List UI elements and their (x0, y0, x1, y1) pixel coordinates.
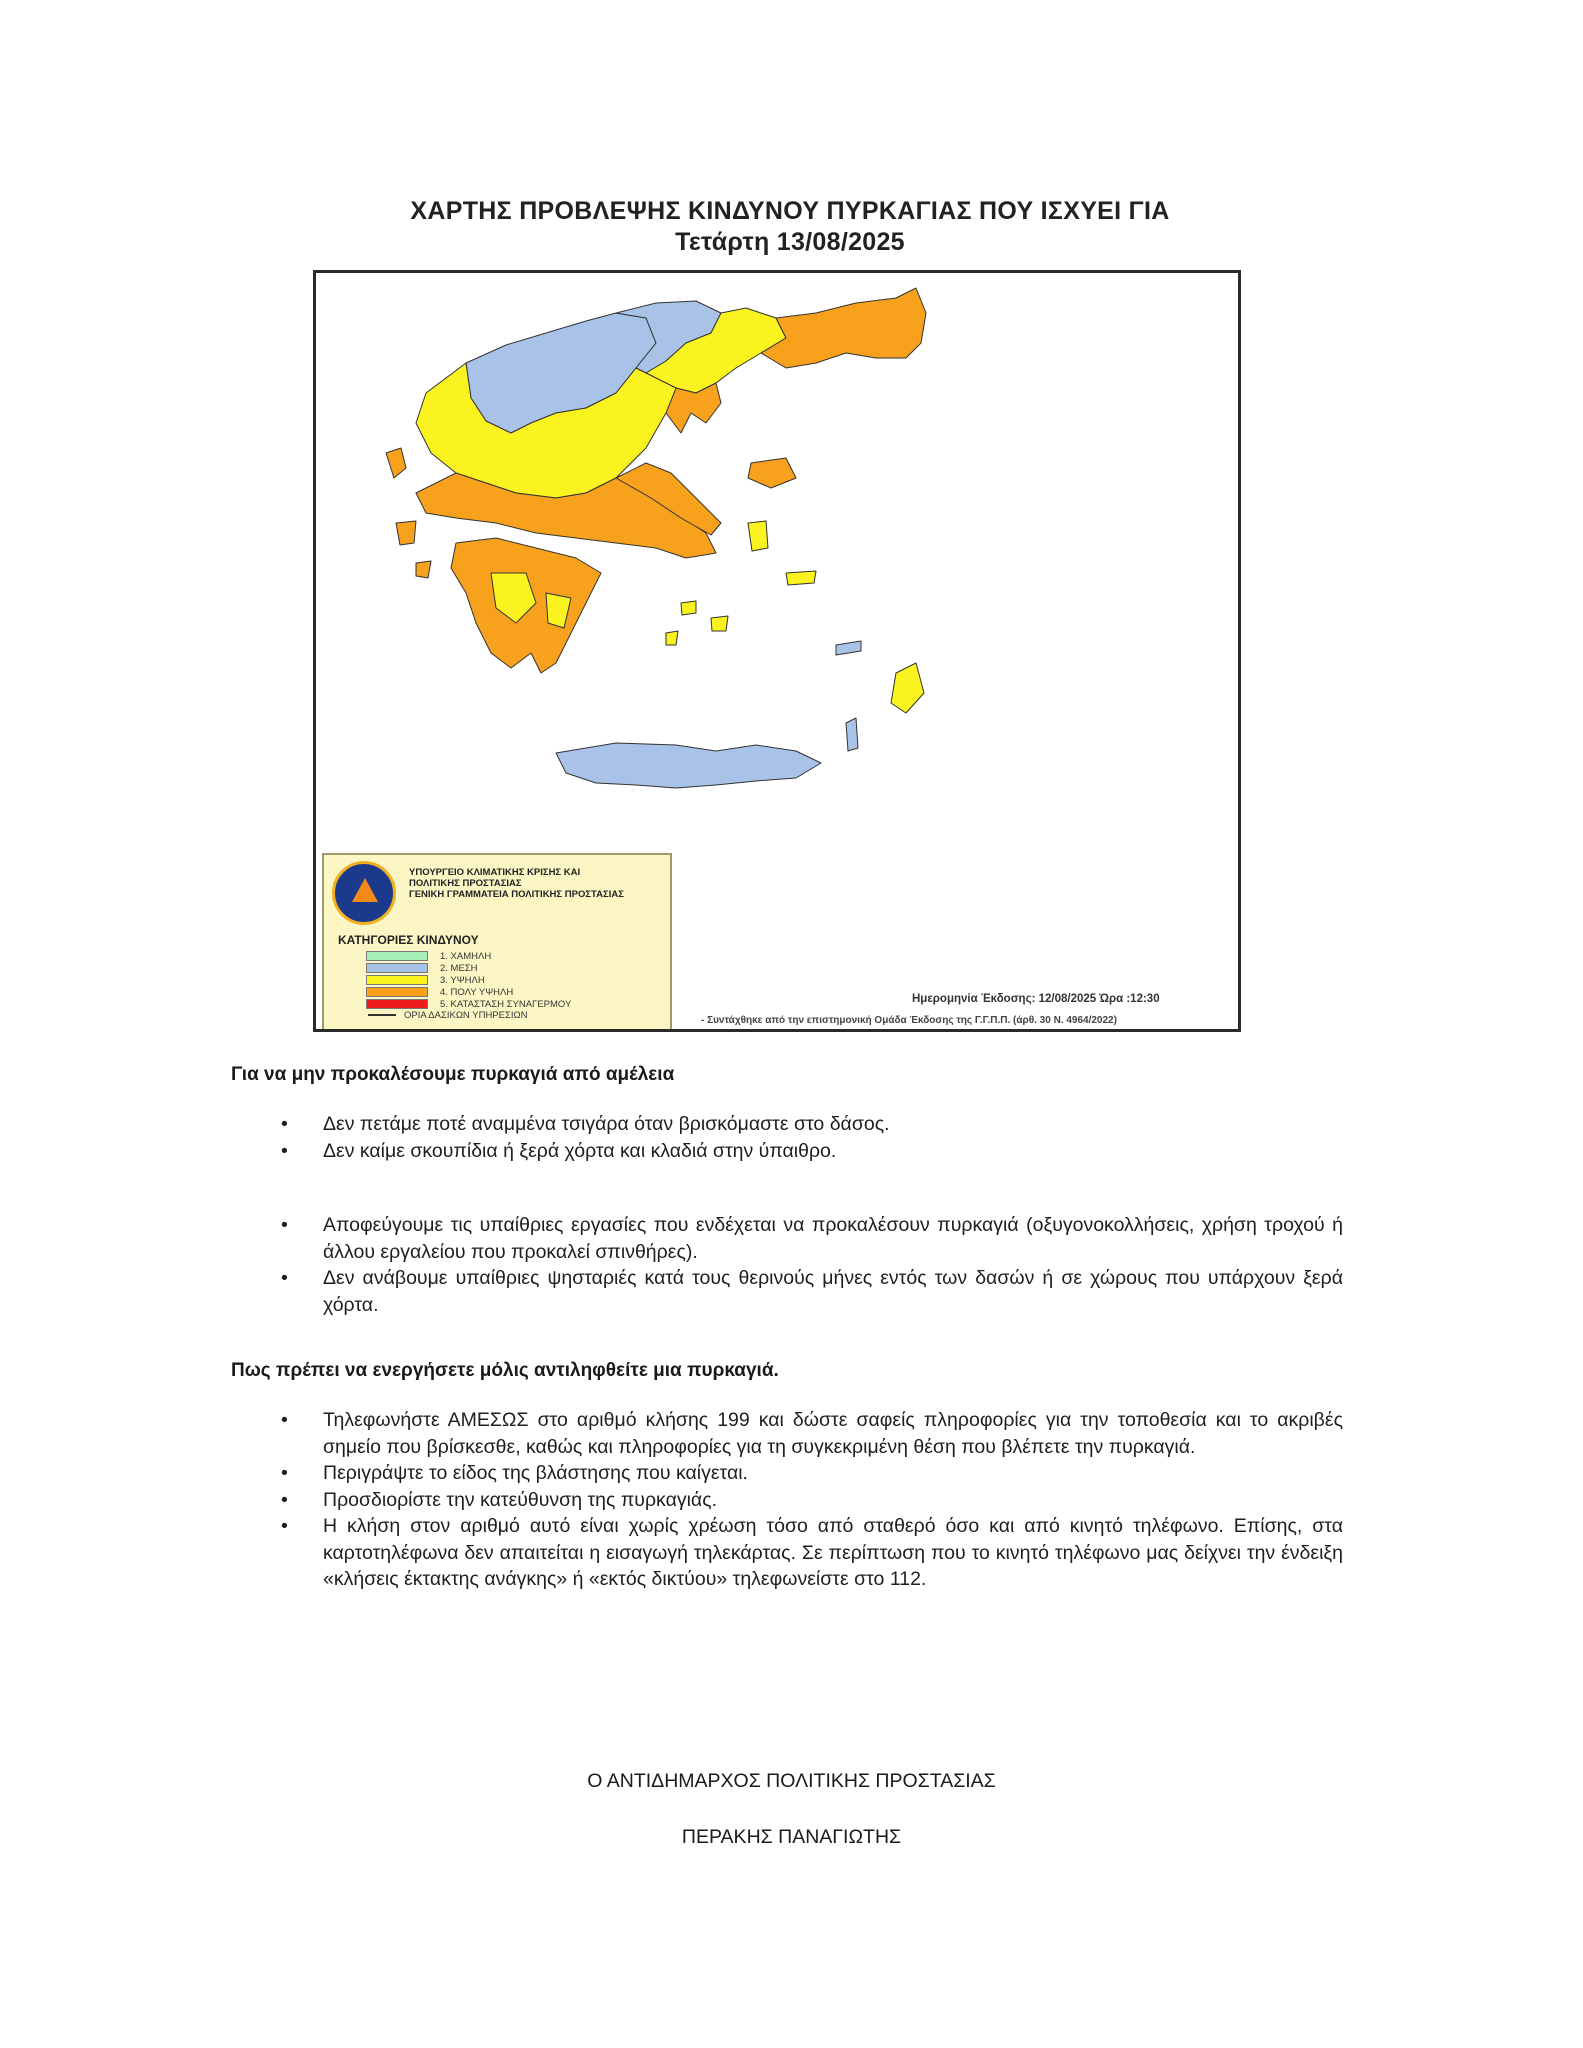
legend-swatch-alarm (366, 999, 428, 1009)
list-item: • Δεν καίμε σκουπίδια ή ξερά χόρτα και κλαδιά στην ύπαιθρο. (281, 1139, 837, 1162)
legend-swatch-low (366, 951, 428, 961)
map-legend (322, 853, 672, 1031)
list-item: • Προσδιορίστε την κατεύθυνση της πυρκαγιάς. (281, 1488, 718, 1511)
island-lesvos (748, 458, 796, 488)
boundary-line-icon (368, 1014, 396, 1016)
island-karpathos (846, 718, 858, 751)
list-item: • Αποφεύγουμε τις υπαίθριες εργασίες που ενδέχεται να προκαλέσουν πυρκαγιά (οξυγονοκολλήσεις, χρήση τροχού ή άλλου εργαλείου που προκαλεί σπινθήρες). (281, 1214, 1343, 1263)
signature-title: Ο ΑΝΤΙΔΗΜΑΡΧΟΣ ΠΟΛΙΤΙΚΗΣ ΠΡΟΣΤΑΣΙΑΣ (587, 1770, 996, 1792)
section2-heading: Πως πρέπει να ενεργήσετε μόλις αντιληφθείτε μια πυρκαγιά. (231, 1360, 779, 1381)
section1-list-b (231, 1212, 1343, 1318)
island-zakynthos (416, 561, 431, 578)
list-item: • Η κλήση στον αριθμό αυτό είναι χωρίς χρέωση τόσο από σταθερό όσο και από κινητό τηλέφωνο. Επίσης, στα καρτοτηλέφωνα δεν απαιτείται η εισαγωγή τηλεκάρτας. Σε περίπτωση που το κινητό τηλέφωνο μας δείχνει την ένδειξη «κλήσεις έκτακτης ανάγκης» ή «εκτός δικτύου» τηλεφωνείστε στο 112. (281, 1515, 1343, 1590)
legend-boundary-label: ΟΡΙΑ ΔΑΣΙΚΩΝ ΥΠΗΡΕΣΙΩΝ (404, 1010, 528, 1021)
section2-list (231, 1407, 1343, 1593)
org-line2: ΠΟΛΙΤΙΚΗΣ ΠΡΟΣΤΑΣΙΑΣ (409, 878, 522, 889)
legend-swatch-high (366, 975, 428, 985)
section1-heading: Για να μην προκαλέσουμε πυρκαγιά από αμέλεια (231, 1064, 675, 1085)
legend-boundary (368, 1010, 527, 1021)
legend-label-very-high: 4. ΠΟΛΥ ΥΨΗΛΗ (440, 987, 514, 998)
map-title (300, 196, 1280, 258)
region-thrace (761, 288, 926, 368)
legend-label-alarm: 5. ΚΑΤΑΣΤΑΣΗ ΣΥΝΑΓΕΡΜΟΥ (440, 999, 572, 1010)
org-line1: ΥΠΟΥΡΓΕΙΟ ΚΛΙΜΑΤΙΚΗΣ ΚΡΙΣΗΣ ΚΑΙ (409, 867, 581, 878)
org-line3: ΓΕΝΙΚΗ ΓΡΑΜΜΑΤΕΙΑ ΠΟΛΙΤΙΚΗΣ ΠΡΟΣΤΑΣΙΑΣ (409, 889, 624, 900)
island-cyclades-2 (711, 616, 728, 631)
list-item: • Δεν ανάβουμε υπαίθριες ψησταριές κατά τους θερινούς μήνες εντός των δασών ή σε χώρους που υπάρχουν ξερά χόρτα. (281, 1267, 1343, 1316)
map-title-line1: ΧΑΡΤΗΣ ΠΡΟΒΛΕΨΗΣ ΚΙΝΔΥΝΟΥ ΠΥΡΚΑΓΙΑΣ ΠΟΥ ΙΣΧΥΕΙ ΓΙΑ (410, 197, 1170, 225)
list-item: • Δεν πετάμε ποτέ αναμμένα τσιγάρα όταν βρισκόμαστε στο δάσος. (281, 1113, 890, 1135)
legend-heading: ΚΑΤΗΓΟΡΙΕΣ ΚΙΝΔΥΝΟΥ (338, 933, 479, 947)
civil-protection-logo (332, 861, 396, 925)
island-cyclades-3 (666, 631, 678, 645)
legend-swatch-medium (366, 963, 428, 973)
island-kos (836, 641, 861, 655)
legend-label-high: 3. ΥΨΗΛΗ (440, 975, 485, 986)
legend-swatch-very-high (366, 987, 428, 997)
legend-label-low: 1. ΧΑΜΗΛΗ (440, 951, 492, 962)
island-cyclades-1 (681, 601, 696, 615)
island-chios (748, 521, 768, 551)
island-rhodes (891, 663, 924, 713)
island-kerkyra (386, 448, 406, 478)
island-samos (786, 571, 816, 585)
section1-list-a (231, 1111, 1343, 1164)
fire-risk-map (313, 270, 1241, 1032)
map-title-line2: Τετάρτη 13/08/2025 (675, 228, 905, 256)
island-kefalonia (396, 521, 416, 545)
legend-label-medium: 2. ΜΕΣΗ (440, 963, 478, 974)
legend-organization (409, 867, 624, 900)
island-crete (556, 743, 821, 788)
signature-name: ΠΕΡΑΚΗΣ ΠΑΝΑΓΙΩΤΗΣ (681, 1826, 902, 1848)
issue-date: Ημερομηνία Έκδοσης: 12/08/2025 Ώρα :12:30 (912, 993, 1160, 1005)
list-item: • Περιγράψτε το είδος της βλάστησης που καίγεται. (281, 1462, 748, 1484)
list-item: • Τηλεφωνήστε ΑΜΕΣΩΣ στο αριθμό κλήσης 199 και δώστε σαφείς πληροφορίες για την τοποθεσία και το ακριβές σημείο που βρίσκεσθε, καθώς και πληροφορίες για τη συγκεκριμένη θέση που βλέπετε την πυρκαγιά. (281, 1409, 1343, 1458)
map-credit: - Συντάχθηκε από την επιστημονική Ομάδα Έκδοσης της Γ.Γ.Π.Π. (άρθ. 30 Ν. 4964/2022) (701, 1015, 1117, 1026)
